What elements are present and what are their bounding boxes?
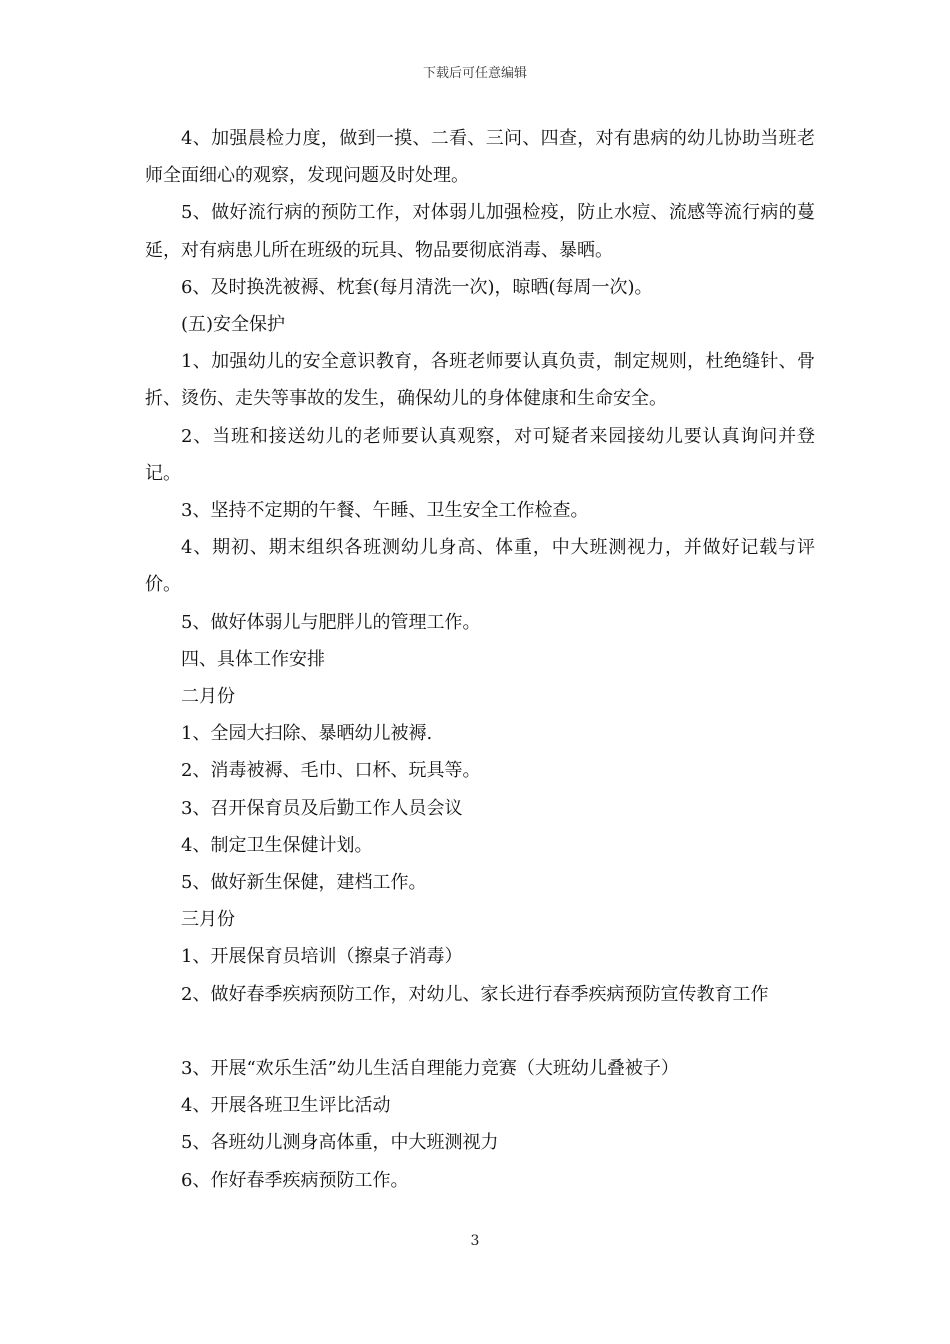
list-item: 2、做好春季疾病预防工作，对幼儿、家长进行春季疾病预防宣传教育工作 (181, 983, 769, 1005)
paragraph-pickup-observation: 2、当班和接送幼儿的老师要认真观察，对可疑者来园接幼儿要认真询问并登记。 (145, 425, 815, 484)
month-heading-march: 三月份 (181, 909, 235, 931)
list-item: 5、各班幼儿测身高体重，中大班测视力 (181, 1132, 499, 1154)
list-item: 5、做好新生保健，建档工作。 (181, 872, 427, 894)
month-heading-february: 二月份 (181, 686, 235, 708)
paragraph-epidemic-prevention: 5、做好流行病的预防工作，对体弱儿加强检疫，防止水痘、流感等流行病的蔓延，对有病患儿所在班级的玩具、物品要彻底消毒、暴晒。 (145, 202, 815, 261)
page-header: 下载后可任意编辑 (422, 66, 527, 81)
paragraph-measurement: 4、期初、期末组织各班测幼儿身高、体重，中大班测视力，并做好记载与评价。 (145, 537, 815, 596)
list-item: 2、消毒被褥、毛巾、口杯、玩具等。 (181, 760, 481, 782)
section-heading-schedule: 四、具体工作安排 (181, 648, 325, 670)
paragraph-weak-obese: 5、做好体弱儿与肥胖儿的管理工作。 (181, 611, 481, 633)
paragraph-bedding-wash: 6、及时换洗被褥、枕套(每月清洗一次)，晾晒(每周一次)。 (181, 276, 653, 298)
section-heading-safety: (五)安全保护 (181, 314, 286, 336)
list-item: 6、作好春季疾病预防工作。 (181, 1169, 409, 1191)
list-item: 4、制定卫生保健计划。 (181, 834, 373, 856)
list-item: 1、全园大扫除、暴晒幼儿被褥. (181, 723, 433, 745)
paragraph-safety-education: 1、加强幼儿的安全意识教育，各班老师要认真负责，制定规则，杜绝缝针、骨折、烫伤、走失等事故的发生，确保幼儿的身体健康和生命安全。 (145, 351, 815, 410)
list-item: 4、开展各班卫生评比活动 (181, 1095, 391, 1117)
blank-line (145, 1013, 815, 1050)
list-item: 3、开展“欢乐生活”幼儿生活自理能力竞赛（大班幼儿叠被子） (181, 1058, 679, 1080)
paragraph-morning-check: 4、加强晨检力度，做到一摸、二看、三问、四查，对有患病的幼儿协助当班老师全面细心的观察，发现问题及时处理。 (145, 128, 815, 187)
paragraph-inspection: 3、坚持不定期的午餐、午睡、卫生安全工作检查。 (181, 500, 589, 522)
list-item: 3、召开保育员及后勤工作人员会议 (181, 797, 463, 819)
document-body (145, 120, 815, 1199)
list-item: 1、开展保育员培训（擦桌子消毒） (181, 946, 463, 968)
page-number: 3 (470, 1233, 480, 1249)
